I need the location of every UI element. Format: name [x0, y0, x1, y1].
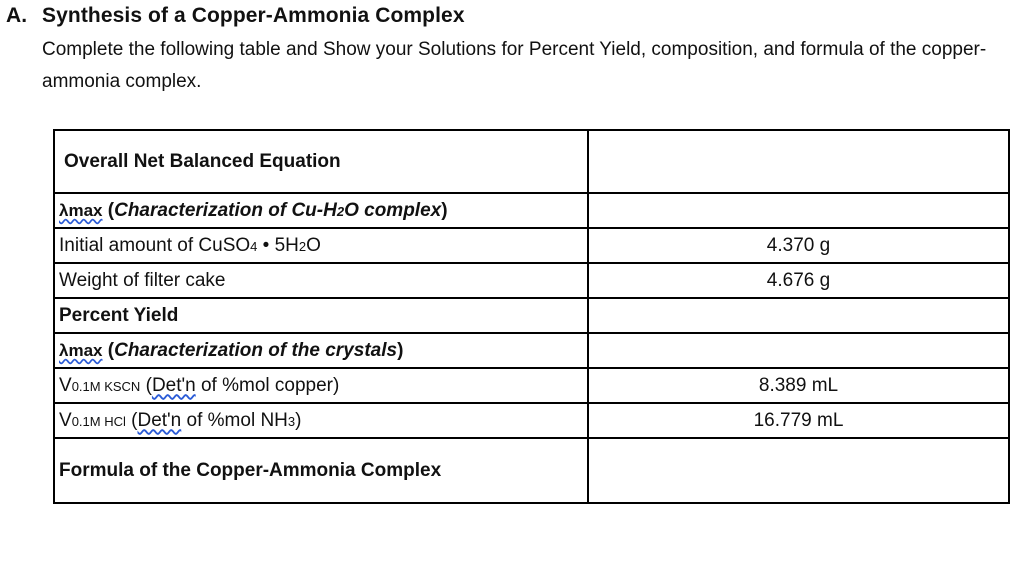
initial-amount-value[interactable]: 4.370 g [588, 228, 1009, 263]
lambda-cu-h2o-close: ) [441, 199, 448, 221]
table-row-percent-yield [54, 298, 1009, 333]
filter-cake-label: Weight of filter cake [54, 263, 588, 298]
formula-label: Formula of the Copper-Ammonia Complex [54, 438, 588, 503]
v-kscn-sub: 0.1M KSCN [71, 378, 141, 394]
table-row-v-hcl [54, 403, 1009, 438]
overall-equation-value[interactable] [588, 130, 1009, 193]
initial-amount-label-post: O [306, 234, 321, 256]
lambda-cu-h2o-desc-pre: Characterization of Cu-H [114, 199, 337, 221]
v-hcl-rest-pre: of %mol NH [181, 409, 288, 431]
initial-amount-sub-4: 4 [250, 238, 258, 254]
v-hcl-paren: ( [125, 409, 138, 431]
section-letter: A. [6, 4, 28, 27]
table-row-initial-amount [54, 228, 1009, 263]
v-kscn-value[interactable]: 8.389 mL [588, 368, 1009, 403]
initial-amount-label [54, 228, 588, 263]
table-row-overall-equation [54, 130, 1009, 193]
section-heading: Synthesis of a Copper-Ammonia Complex [42, 4, 465, 27]
percent-yield-value[interactable] [588, 298, 1009, 333]
table-row-filter-cake [54, 263, 1009, 298]
overall-equation-label: Overall Net Balanced Equation [54, 130, 588, 193]
table-row-lambda-cu-h2o [54, 193, 1009, 228]
v-hcl-sub: 0.1M HCl [71, 413, 126, 429]
filter-cake-value[interactable]: 4.676 g [588, 263, 1009, 298]
v-hcl-v: V [59, 409, 72, 431]
lambda-crystals-open: ( [107, 339, 115, 361]
lambda-cu-h2o-label [54, 193, 588, 228]
v-kscn-paren: ( [140, 374, 152, 396]
table-row-v-kscn [54, 368, 1009, 403]
lambda-max-symbol: λmax [59, 340, 103, 360]
v-hcl-label [54, 403, 588, 438]
lambda-cu-h2o-value[interactable] [588, 193, 1009, 228]
v-hcl-rest-sub: 3 [287, 413, 296, 429]
v-hcl-rest-post: ) [295, 409, 302, 431]
section-title [6, 4, 465, 28]
lambda-cu-h2o-desc-sub: 2 [336, 203, 345, 219]
lambda-crystals-value[interactable] [588, 333, 1009, 368]
initial-amount-sub-2: 2 [298, 238, 307, 254]
v-hcl-detn: Det'n [137, 409, 182, 431]
v-kscn-v: V [59, 374, 72, 396]
lambda-max-symbol: λmax [59, 200, 103, 220]
lambda-cu-h2o-desc-post: O complex [344, 199, 442, 221]
v-kscn-label [54, 368, 588, 403]
lambda-crystals-desc: Characterization of the crystals [114, 339, 398, 361]
v-kscn-detn: Det'n [151, 374, 196, 396]
v-hcl-value[interactable]: 16.779 mL [588, 403, 1009, 438]
initial-amount-label-pre: Initial amount of CuSO [59, 234, 251, 256]
lambda-crystals-close: ) [397, 339, 404, 361]
v-kscn-rest: of %mol copper) [195, 374, 340, 396]
table-row-formula [54, 438, 1009, 503]
formula-value[interactable] [588, 438, 1009, 503]
initial-amount-label-mid: • 5H [257, 234, 299, 256]
percent-yield-label: Percent Yield [54, 298, 588, 333]
instructions-text: Complete the following table and Show your Solutions for Percent Yield, composition, and formula of the copper-ammonia complex. [42, 39, 987, 92]
lambda-crystals-label [54, 333, 588, 368]
lambda-cu-h2o-open: ( [107, 199, 115, 221]
table-row-lambda-crystals [54, 333, 1009, 368]
results-table [53, 129, 1010, 504]
